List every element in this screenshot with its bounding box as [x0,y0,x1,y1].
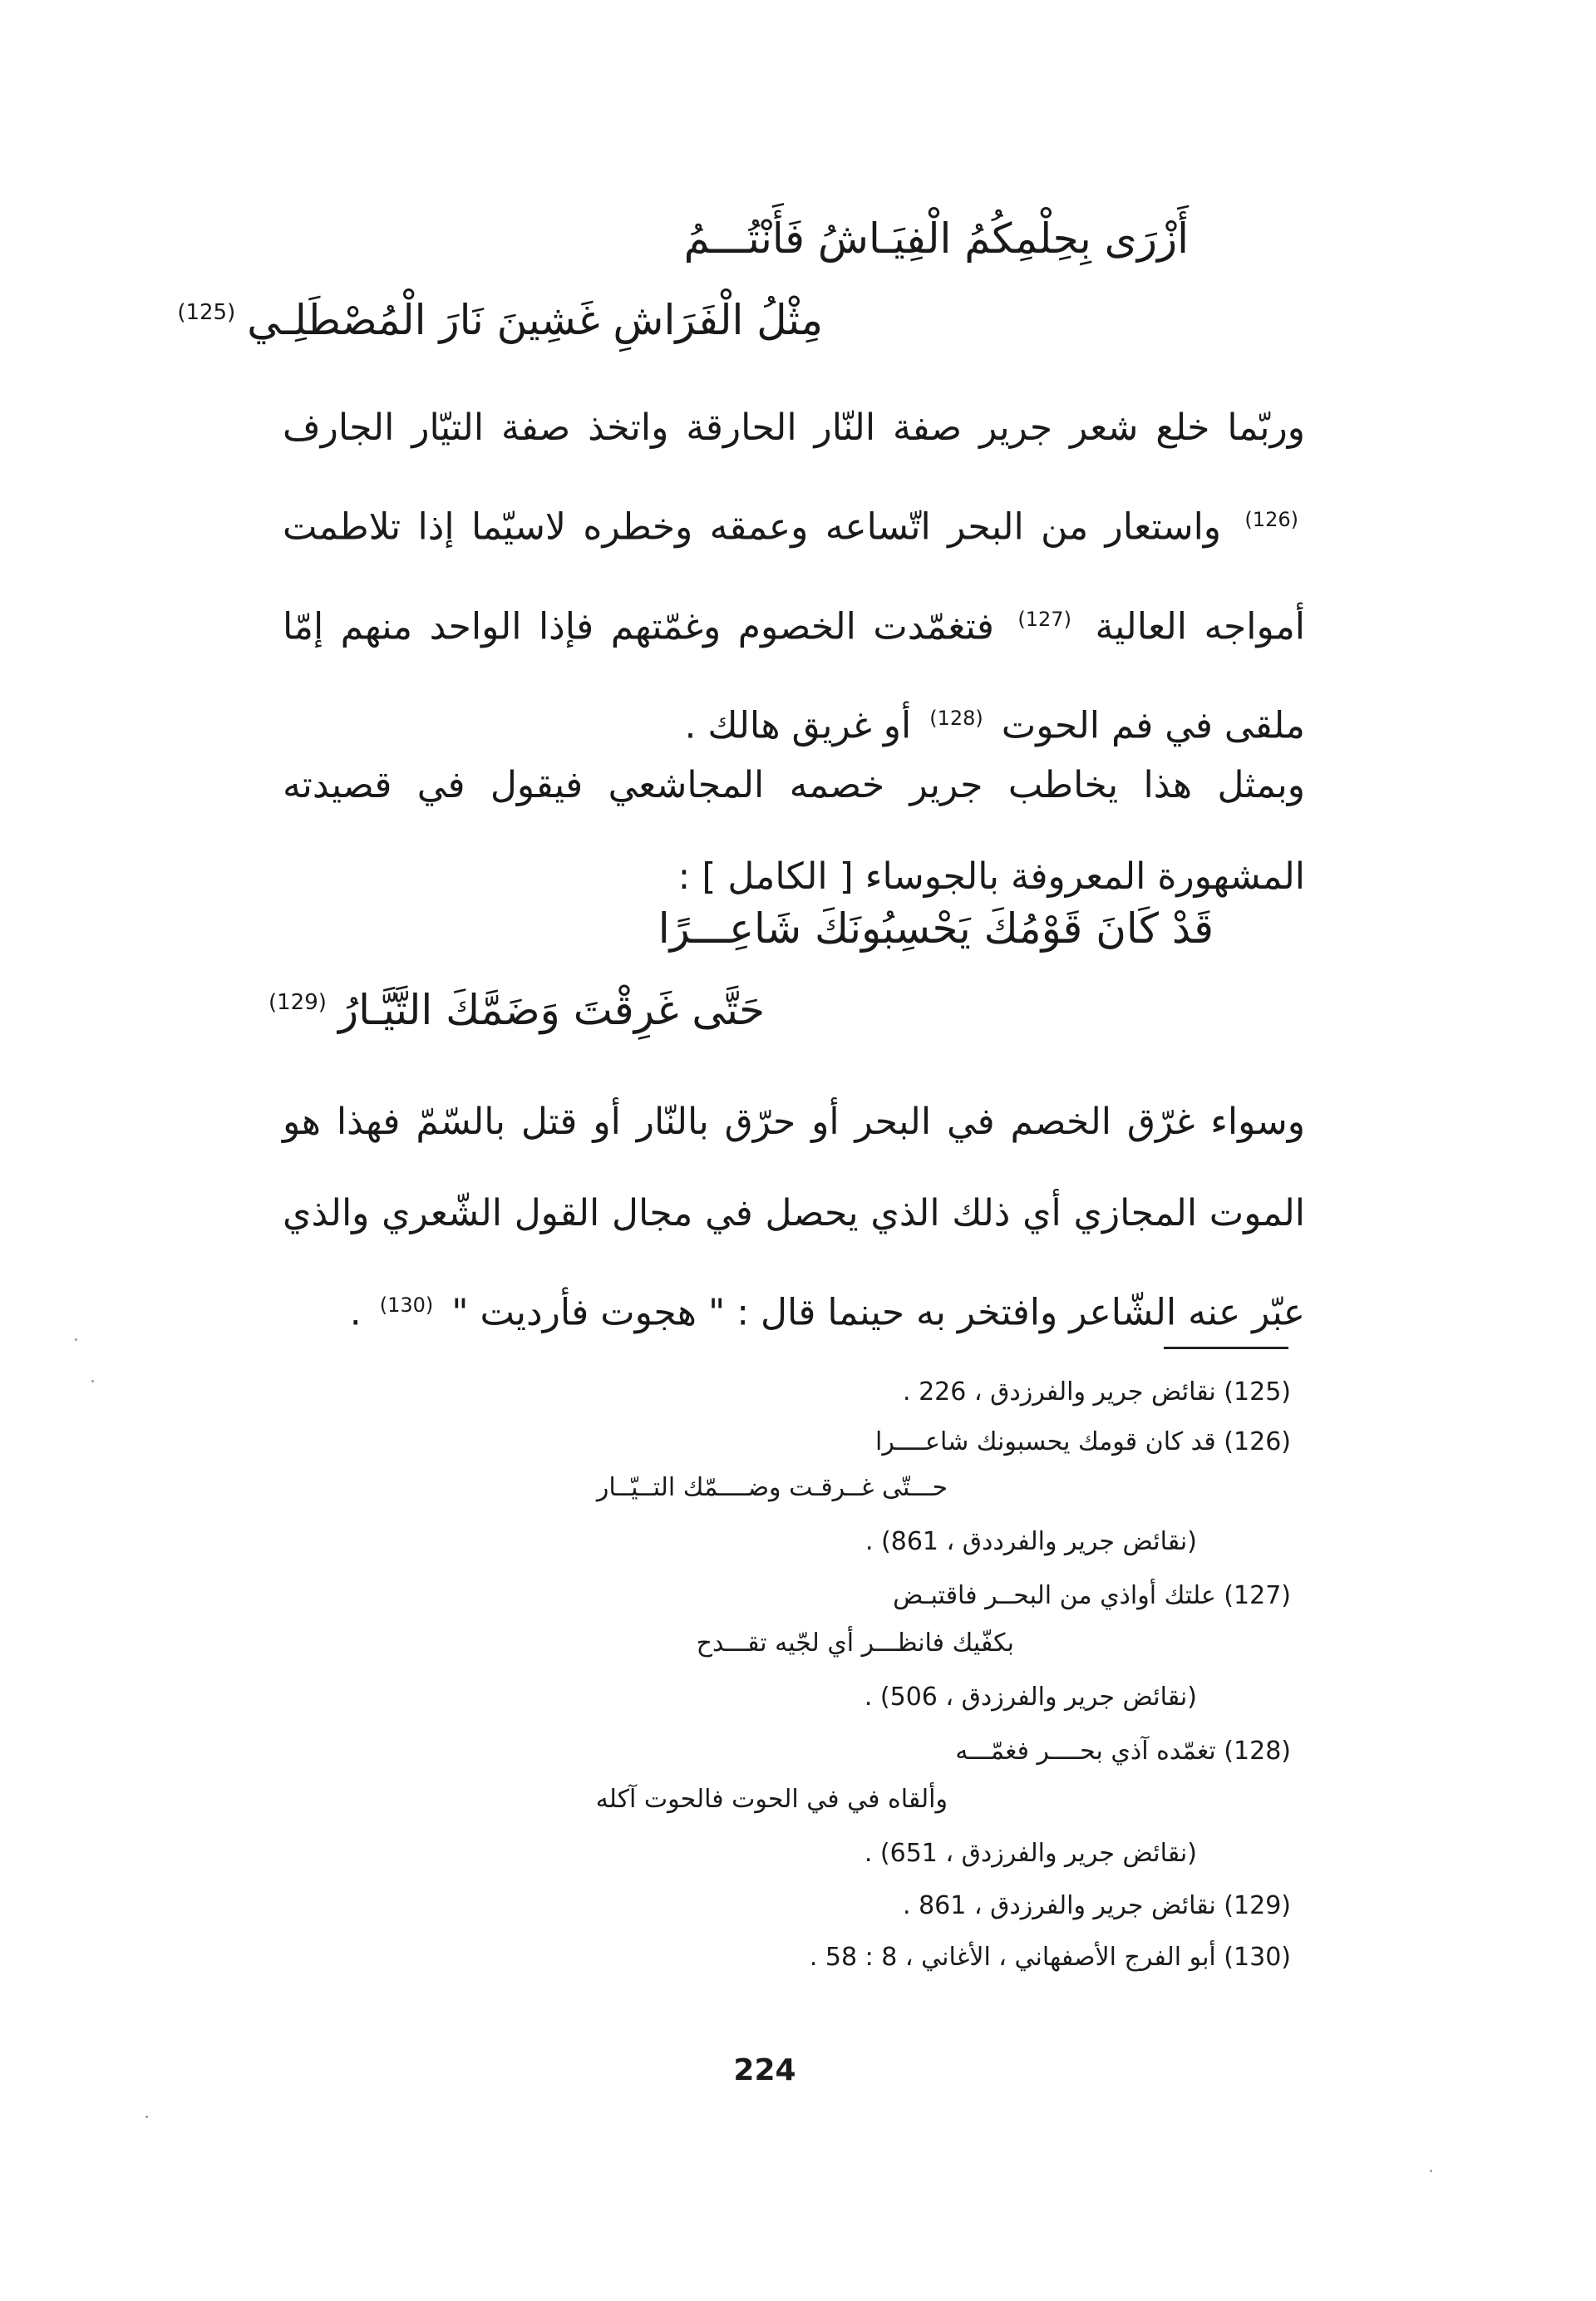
footnote-ref-126: (126) [1244,508,1298,531]
footnote-ref-127: (127) [1017,607,1071,631]
footnote-126-source [864,1527,1197,1556]
footnote-127-line-1 [893,1581,1291,1610]
footnote-129 [903,1891,1291,1920]
paragraph-3 [283,1077,1305,1359]
footnote-128-line-1-text: (128) تغمّده آذي بحــــر فغمّـــه [955,1737,1291,1766]
footnote-126-line-2 [596,1473,948,1502]
footnote-ref-129: (129) [268,990,327,1016]
verse-2-line-1 [658,904,1214,953]
footnote-127-line-1-text: (127) علتك أواذي من البحــر فاقتبـض [893,1581,1291,1610]
footnote-125 [903,1377,1291,1407]
verse-2-line-1-text: قَدْ كَانَ قَوْمُكَ يَحْسِبُونَكَ شَاعِـــرًا [658,904,1214,953]
footnote-128-line-2-text: وألقاه في في الحوت فالحوت آكله [595,1785,948,1814]
verse-1-line-2-text: مِثْلُ الْفَرَاشِ غَشِينَ نَارَ الْمُصْطَلِـي [247,296,823,344]
footnote-ref-125: (125) [177,300,236,326]
verse-1-line-2 [177,296,823,344]
footnote-130-text: (130) أبو الفرج الأصفهاني ، الأغاني ، 8 : 58 . [809,1943,1291,1972]
footnote-128-line-2 [596,1787,948,1812]
footnote-126-line-1-text: (126) قد كان قومك يحسبونك شاعــــرا [875,1427,1291,1456]
page-number: 224 [733,2053,796,2087]
paragraph-1-text-c: فتغمّدت الخصوم وغمّتهم فإذا الواحد منهم إمّا ملقى في فم الحوت [283,605,1305,747]
footnote-126-line-1 [875,1427,1291,1456]
footnote-127-line-2 [696,1628,1014,1658]
footnote-128-source [864,1841,1197,1866]
footnote-127-source [864,1685,1197,1710]
scan-speck [145,2116,148,2118]
footnote-128-source-text: (نقائض جرير والفرزدق ، 651) . [864,1839,1197,1868]
footnote-127-line-2-text: بكفّيك فانظـــر أي لجّيه تقـــدح [696,1628,1014,1658]
paragraph-1-text-b: واستعار من البحر اتّساعه وعمقه وخطره لاسيّما إذا تلاطمت أمواجه العالية [283,505,1305,648]
footnote-ref-128: (128) [929,707,983,731]
footnote-126-source-text: (نقائض جرير والفرددق ، 861) . [864,1527,1197,1556]
paragraph-3-end: . [349,1291,362,1334]
verse-2-line-2 [268,986,765,1034]
paragraph-2 [283,740,1305,923]
paragraph-2-text: وبمثل هذا يخاطب جرير خصمه المجاشعي فيقول في قصيدته المشهورة المعروفة بالجوساء [ الكامل ] : [283,764,1305,898]
verse-2-line-2-text: حَتَّى غَرِقْتَ وَضَمَّكَ التَّيَّـارُ [337,986,765,1034]
paragraph-1-text-a: وربّما خلع شعر جرير صفة النّار الحارقة واتخذ صفة التيّار الجارف [283,406,1305,449]
verse-1-line-1 [683,214,1189,263]
paragraph-1 [283,382,1305,772]
scan-speck [1430,2170,1432,2172]
footnote-126-line-2-text: حـــتّى غــرقـت وضــــمّك التــيّــار [596,1473,948,1502]
footnote-divider [1164,1347,1288,1349]
footnote-129-text: (129) نقائض جرير والفرزدق ، 861 . [903,1891,1291,1920]
footnote-128-line-1 [955,1739,1291,1764]
footnote-ref-130: (130) [379,1293,434,1317]
scan-speck [91,1380,94,1382]
footnote-125-text: (125) نقائض جرير والفرزدق ، 226 . [903,1377,1291,1407]
scan-speck [75,1338,77,1341]
footnote-130 [810,1945,1291,1970]
footnote-127-source-text: (نقائض جرير والفرزدق ، 506) . [864,1683,1197,1712]
paragraph-3-text: وسواء غرّق الخصم في البحر أو حرّق بالنّار أو قتل بالسّمّ فهذا هو الموت المجازي أي ذلك الذي يحصل في مجال القول الشّعري والذي عبّر عنه الشّاعر وافتخر به حينما قال : " هجوت فأرديت " [283,1101,1305,1334]
paragraph-1-text-d: أو غريق هالك . [684,704,912,747]
verse-1-line-1-text: أَزْرَى بِحِلْمِكُمُ الْفِيَـاشُ فَأَنْتُـــمُ [683,214,1189,263]
